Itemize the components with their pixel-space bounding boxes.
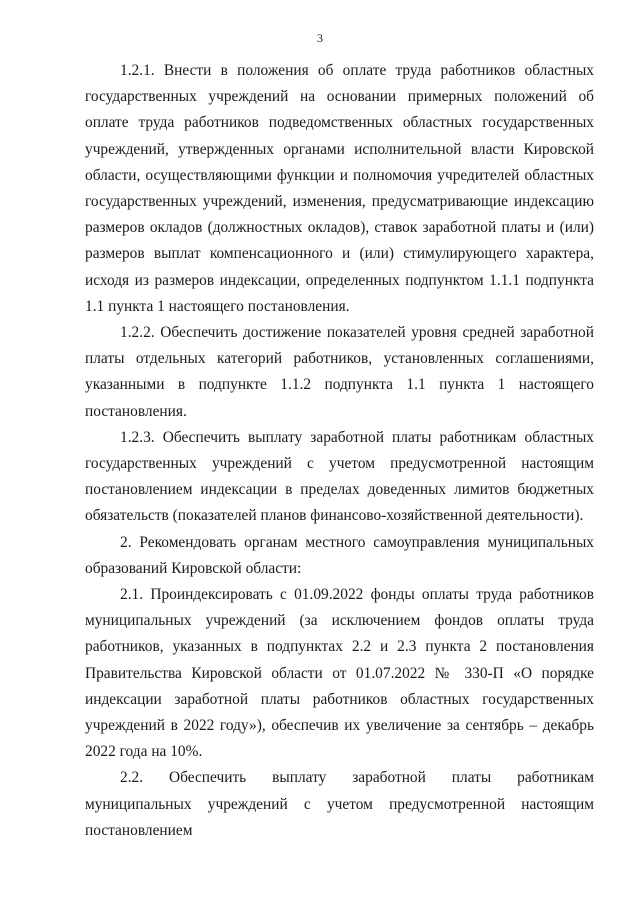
page-number: 3 — [317, 31, 323, 45]
paragraph-1-2-3: 1.2.3. Обеспечить выплату заработной платы работникам областных государственных учреждений с учетом предусмотренной настоящим постановлением индексации в пределах доведенных лимитов бюджетных обязательств (показателей планов финансово-хозяйственной деятельности). — [85, 428, 594, 525]
document-body — [85, 58, 594, 844]
paragraph-2: 2. Рекомендовать органам местного самоуправления муниципальных образований Кировской области: — [85, 533, 594, 577]
paragraph-1-2-1: 1.2.1. Внести в положения об оплате труда работников областных государственных учреждений на основании примерных положений об оплате труда работников подведомственных областных государственных учреждений, утвержденных органами исполнительной власти Кировской области, осуществляющими функции и полномочия учредителей областных государственных учреждений, изменения, предусматривающие индексацию размеров окладов (должностных окладов), ставок заработной платы и (или) размеров выплат компенсационного и (или) стимулирующего характера, исходя из размеров индексации, определенных подпунктом 1.1.1 подпункта 1.1 пункта 1 настоящего постановления. — [85, 62, 594, 315]
paragraph-1-2-2: 1.2.2. Обеспечить достижение показателей уровня средней заработной платы отдельных категорий работников, установленных соглашениями, указанными в подпункте 1.1.2 подпункта 1.1 пункта 1 настоящего постановления. — [85, 324, 594, 420]
paragraph-2-2: 2.2. Обеспечить выплату заработной платы работникам муниципальных учреждений с учетом предусмотренной настоящим постановлением — [85, 769, 594, 839]
paragraph-2-1: 2.1. Проиндексировать с 01.09.2022 фонды оплаты труда работников муниципальных учреждений (за исключением фондов оплаты труда работников, указанных в подпунктах 2.2 и 2.3 пункта 2 постановления Правительства Кировской области от 01.07.2022 № 330-П «О порядке индексации заработной платы работников областных государственных учреждений в 2022 году»), обеспечив их увеличение за сентябрь – декабрь 2022 года на 10%. — [85, 586, 594, 761]
